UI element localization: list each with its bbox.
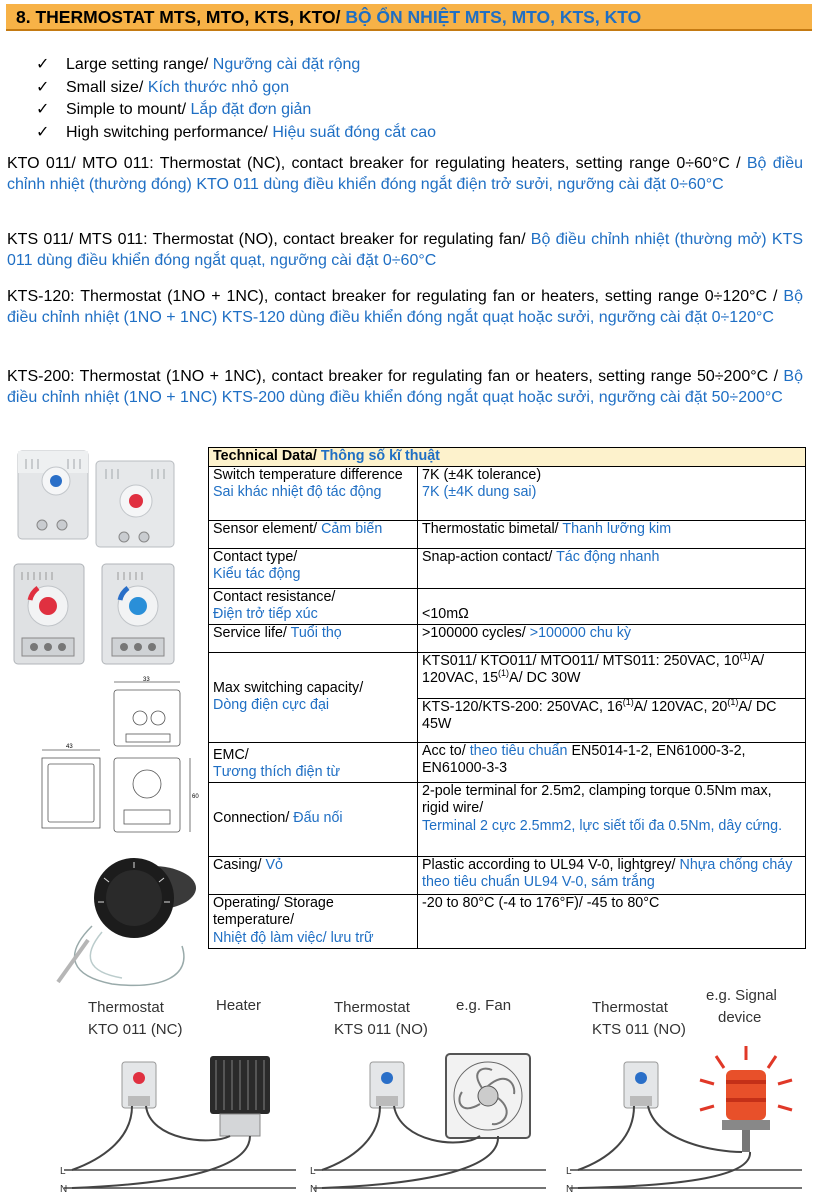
value-part: KTS011/ KTO011/ MTO011/ MTS011: 250VAC, <box>422 652 720 669</box>
label-en: EMC/ <box>213 746 249 763</box>
label-vi: Điện trở tiếp xúc <box>213 606 318 622</box>
row-value <box>418 466 806 520</box>
checkmark-icon: ✓ <box>36 56 50 73</box>
value-en: EN5014-1-2, EN61000-3-2, EN61000-3-3 <box>422 742 746 776</box>
wiring-thermo: Thermostat <box>592 999 668 1016</box>
label-vi: Vỏ <box>265 856 283 873</box>
row-label <box>209 894 418 948</box>
footnote-sup: (1) <box>739 650 751 661</box>
line-n-label: N <box>310 1184 318 1195</box>
line-l-label: L <box>310 1166 316 1177</box>
table-header <box>209 448 806 467</box>
label-vi: Tương thích điện từ <box>213 764 341 780</box>
label-vi: Nhiệt độ làm việc/ lưu trữ <box>213 929 374 946</box>
value-part: A/ DC 45W <box>422 698 777 732</box>
row-value <box>418 624 806 652</box>
paragraph-en: KTO 011/ MTO 011: Thermostat (NC), contact breaker for regulating heaters, setting range 0÷60°C / <box>7 155 741 172</box>
table-row <box>209 548 806 588</box>
thermostat-photo-blue-red <box>8 445 188 550</box>
wiring-diagram-heater <box>60 1050 300 1198</box>
wiring-label-signal-device <box>706 985 777 1029</box>
knob-thermostat-photo <box>52 856 202 991</box>
value-en: Acc to/ <box>422 742 466 759</box>
paragraph-en: KTS-200: Thermostat (1NO + 1NC), contact breaker for regulating fan or heaters, setting range 50÷200°C / <box>7 368 779 385</box>
dim-width: 33 <box>143 677 150 683</box>
label-en: Switch temperature difference <box>213 466 403 483</box>
label-en: Connection/ <box>213 810 290 827</box>
value: -20 to 80°C (-4 to 176°F)/ -45 to 80°C <box>422 894 660 911</box>
row-value <box>418 894 806 948</box>
row-label <box>209 466 418 520</box>
wiring-label-heater: Heater <box>216 997 262 1014</box>
table-row <box>209 520 806 548</box>
row-value <box>418 698 806 742</box>
line-l-label: L <box>566 1166 572 1177</box>
row-label <box>209 856 418 894</box>
line-n-label: N <box>566 1184 574 1195</box>
value-vi: Tác động nhanh <box>556 548 660 565</box>
wiring-label-fan: e.g. Fan <box>456 997 512 1014</box>
value: <10mΩ <box>422 606 469 622</box>
value-part: A/ DC 30W <box>509 670 581 686</box>
table-row <box>209 624 806 652</box>
label-vi: Kiểu tác động <box>213 566 301 582</box>
value-vi: Nhựa chống cháy theo tiêu chuẩn UL94 V-0, sám trắng <box>422 856 793 890</box>
feature-item <box>36 99 436 122</box>
feature-en: Large setting range/ <box>66 56 209 73</box>
label-en: Operating/ Storage temperature/ <box>213 894 334 928</box>
wiring-thermo: Thermostat <box>88 999 164 1016</box>
value-part: A/ 120VAC, 15 <box>422 652 765 686</box>
thermostat-dimension-drawing <box>28 676 198 856</box>
feature-item <box>36 54 436 77</box>
technical-data-table <box>208 447 806 949</box>
feature-en: High switching performance/ <box>66 123 268 141</box>
label-en: Contact type/ <box>213 548 298 565</box>
value-en: >100000 cycles/ <box>422 624 526 641</box>
row-label <box>209 782 418 856</box>
wiring-load: e.g. Signal <box>706 987 777 1004</box>
footnote-sup: (1) <box>498 668 510 679</box>
line-n-label: N <box>60 1184 68 1195</box>
label-en: Casing/ <box>213 856 262 873</box>
value-vi: theo tiêu chuẩn <box>469 742 568 759</box>
paragraph-kts011 <box>7 229 803 271</box>
table-row <box>209 588 806 624</box>
value-part: 20 <box>711 698 728 715</box>
wiring-diagram-fan <box>310 1050 550 1198</box>
paragraph-vi: Bộ điều chỉnh nhiệt (thường đóng) KTO 011 dùng điều khiển đóng ngắt điện trở sưởi, ngưỡng cài đặt 0÷60°C <box>7 155 804 193</box>
value-en: 7K (±4K tolerance) <box>422 466 542 483</box>
row-label <box>209 548 418 588</box>
header-en: Technical Data/ <box>213 448 317 464</box>
paragraph-kto011 <box>7 153 803 195</box>
checkmark-icon: ✓ <box>36 78 50 96</box>
label-en: Service life/ <box>213 624 287 641</box>
row-label <box>209 520 418 548</box>
section-title <box>16 7 641 28</box>
wiring-label-thermostat-2 <box>334 997 428 1041</box>
value-en: Thermostatic bimetal/ <box>422 520 559 537</box>
row-label <box>209 588 418 624</box>
header-vi: Thông số kĩ thuật <box>320 448 440 464</box>
feature-list <box>36 54 436 144</box>
row-value <box>418 520 806 548</box>
wiring-diagram-signal <box>566 1040 806 1198</box>
row-label <box>209 624 418 652</box>
table-row <box>209 742 806 782</box>
line-l-label: L <box>60 1166 66 1177</box>
wiring-thermo: Thermostat <box>334 999 410 1016</box>
value-en: Snap-action contact/ <box>422 548 553 565</box>
section-number: 8. <box>16 7 31 27</box>
table-row <box>209 466 806 520</box>
paragraph-en: KTS-120: Thermostat (1NO + 1NC), contact breaker for regulating fan or heaters, setting range 0÷120°C / <box>7 288 778 305</box>
value-vi: Terminal 2 cực 2.5mm2, lực siết tối đa 0.5Nm, dây cứng. <box>422 817 783 834</box>
paragraph-kts200 <box>7 366 803 408</box>
feature-item <box>36 77 436 100</box>
section-title-bar <box>6 4 812 31</box>
value-en: Plastic according to UL94 V-0, lightgrey/ <box>422 856 676 873</box>
section-title-vi: BỘ ỔN NHIỆT MTS, MTO, KTS, KTO <box>345 7 642 27</box>
label-vi: Dòng điện cực đại <box>213 697 330 713</box>
feature-vi: Lắp đặt đơn giản <box>190 101 312 118</box>
value-vi: Thanh lưỡng kim <box>562 520 672 537</box>
table-header-row <box>209 448 806 467</box>
feature-item <box>36 122 436 145</box>
row-value <box>418 652 806 698</box>
footnote-sup: (1) <box>622 696 634 707</box>
value-part: A/ 120VAC, <box>633 698 708 715</box>
dim-depth: 43 <box>66 744 73 750</box>
feature-vi: Hiệu suất đóng cắt cao <box>272 123 436 141</box>
label-vi: Cảm biến <box>321 520 383 537</box>
label-en: Contact resistance/ <box>213 588 336 605</box>
thermostat-photo-dials <box>8 560 188 670</box>
label-en: Max switching capacity/ <box>213 679 364 696</box>
paragraph-vi: Bộ điều chỉnh nhiệt (1NO + 1NC) KTS-200 dùng điều khiển đóng ngắt quạt hoặc sưởi, ngưỡng cài đặt 50÷200°C <box>7 368 803 406</box>
label-vi: Đấu nối <box>293 810 343 827</box>
wiring-model: KTS 011 (NO) <box>334 1021 428 1038</box>
paragraph-en: KTS 011/ MTS 011: Thermostat (NO), contact breaker for regulating fan/ <box>7 231 526 248</box>
value-part: 10 <box>723 652 740 669</box>
row-value <box>418 856 806 894</box>
footnote-sup: (1) <box>727 696 739 707</box>
checkmark-icon: ✓ <box>36 123 50 141</box>
paragraph-kts120 <box>7 286 803 328</box>
feature-vi: Kích thước nhỏ gọn <box>147 78 290 96</box>
value-en: 2-pole terminal for 2.5m2, clamping torque 0.5Nm max, rigid wire/ <box>422 782 772 816</box>
section-title-en: THERMOSTAT MTS, MTO, KTS, KTO/ <box>35 7 341 27</box>
wiring-model: KTS 011 (NO) <box>592 1021 686 1038</box>
row-value <box>418 782 806 856</box>
row-value <box>418 742 806 782</box>
paragraph-vi: Bộ điều chỉnh nhiệt (thường mở) KTS 011 dùng điều khiển đóng ngắt quạt, ngưỡng cài đặt 0÷60°C <box>7 231 803 269</box>
checkmark-icon: ✓ <box>36 101 50 118</box>
label-vi: Tuổi thọ <box>290 624 342 641</box>
table-row <box>209 652 806 698</box>
wiring-model: KTO 011 (NC) <box>88 1021 183 1038</box>
dim-height: 60 <box>192 794 199 800</box>
value-vi: 7K (±4K dung sai) <box>422 484 537 500</box>
paragraph-vi: Bộ điều chỉnh nhiệt (1NO + 1NC) KTS-120 dùng điều khiển đóng ngắt quạt hoặc sưởi, ngưỡng cài đặt 0÷120°C <box>7 288 803 326</box>
row-value <box>418 588 806 624</box>
table-row <box>209 782 806 856</box>
label-vi: Sai khác nhiệt độ tác động <box>213 484 382 500</box>
wiring-label-thermostat-1 <box>88 997 182 1041</box>
feature-vi: Ngưỡng cài đặt rộng <box>212 56 361 73</box>
table-row <box>209 856 806 894</box>
wiring-label-thermostat-3 <box>592 997 686 1041</box>
value-vi: >100000 chu kỳ <box>529 624 632 641</box>
wiring-load: device <box>718 1009 762 1026</box>
row-label <box>209 742 418 782</box>
value-part: KTS-120/KTS-200: 250VAC, 16 <box>422 698 623 715</box>
row-label <box>209 652 418 742</box>
table-row <box>209 894 806 948</box>
label-en: Sensor element/ <box>213 520 318 537</box>
feature-en: Small size/ <box>66 78 144 96</box>
row-value <box>418 548 806 588</box>
feature-en: Simple to mount/ <box>66 101 187 118</box>
